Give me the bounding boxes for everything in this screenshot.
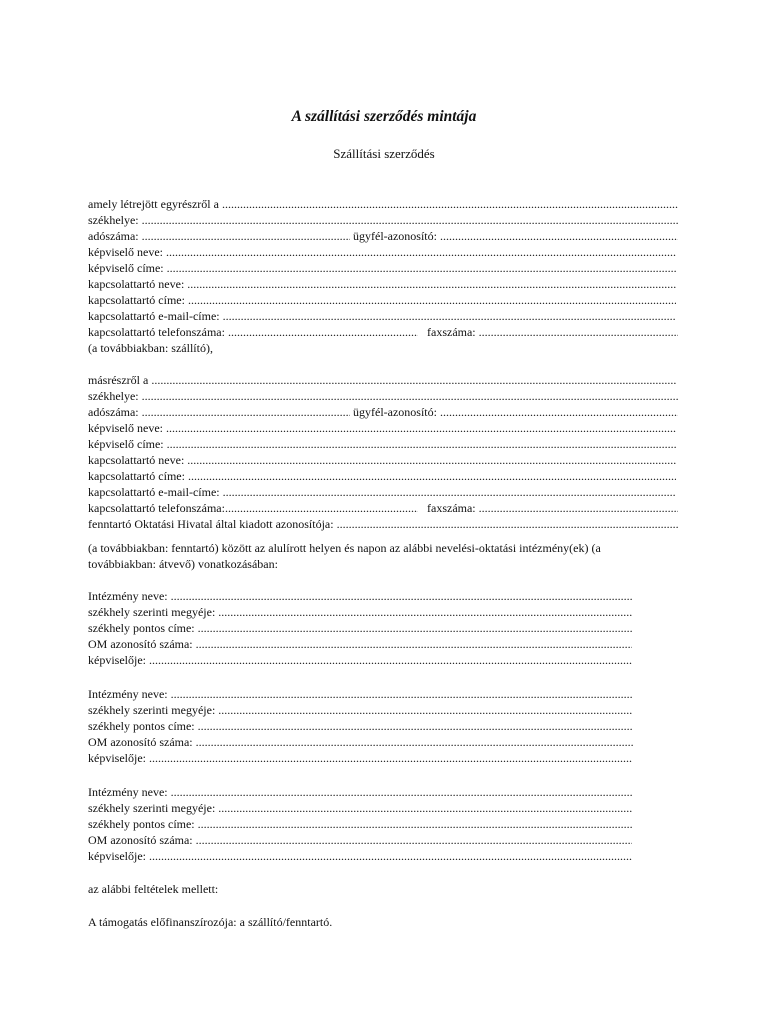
party1-client-id-label: ügyfél-azonosító: — [353, 229, 437, 243]
party1-seat-label: székhelye: — [88, 213, 139, 227]
institution1-address-label: székhely pontos címe: — [88, 621, 195, 635]
party2-contact-phone-label: kapcsolattartó telefonszáma: — [88, 501, 225, 515]
page-title: A szállítási szerződés mintája — [291, 108, 477, 125]
institution3-rep-label: képviselője: — [88, 849, 146, 863]
party2-seat-label: székhelye: — [88, 389, 139, 403]
party1-contact-phone-line — [88, 324, 678, 340]
institution1-county-label: székhely szerinti megyéje: — [88, 605, 216, 619]
party1-contact-email-line — [88, 308, 676, 324]
party2-oh-id-label: fenntartó Oktatási Hivatal által kiadott azonosítója: — [88, 517, 334, 531]
party2-contact-email-label: kapcsolattartó e-mail-címe: — [88, 485, 220, 499]
institution2-om-line — [88, 734, 634, 750]
institution1-om-line — [88, 636, 632, 652]
institution2-address-line — [88, 718, 632, 734]
party2-seat-line — [88, 388, 678, 404]
institution3-name-label: Intézmény neve: — [88, 785, 168, 799]
institution1-rep-label: képviselője: — [88, 653, 146, 667]
page-subtitle: Szállítási szerződés — [333, 146, 435, 161]
party1-tax-line — [88, 228, 678, 244]
party1-rep-addr-label: képviselő címe: — [88, 261, 164, 275]
party1-intro-line — [88, 196, 678, 212]
party2-fax-label: faxszáma: — [427, 501, 476, 515]
party2-intro: másrészről a — [88, 373, 149, 387]
party1-seat-line — [88, 212, 678, 228]
institution3-om-label: OM azonosító száma: — [88, 833, 193, 847]
party1-rep-addr-line — [88, 260, 676, 276]
party2-rep-addr-line — [88, 436, 676, 452]
party1-closing: (a továbbiakban: szállító), — [88, 341, 213, 355]
institution2-rep-line — [88, 750, 632, 766]
party2-intro-line — [88, 372, 676, 388]
party2-rep-name-label: képviselő neve: — [88, 421, 163, 435]
party1-rep-name-line — [88, 244, 676, 260]
party1-fax-label: faxszáma: — [427, 325, 476, 339]
institution2-county-label: székhely szerinti megyéje: — [88, 703, 216, 717]
prefinance-text: A támogatás előfinanszírozója: a szállító/fenntartó. — [88, 915, 333, 929]
institution1-address-line — [88, 620, 632, 636]
party2-contact-phone-line — [88, 500, 678, 516]
institution2-address-label: székhely pontos címe: — [88, 719, 195, 733]
party1-contact-phone-label: kapcsolattartó telefonszáma: — [88, 325, 225, 339]
party2-contact-email-line — [88, 484, 676, 500]
institution2-county-line — [88, 702, 632, 718]
party2-contact-name-label: kapcsolattartó neve: — [88, 453, 185, 467]
party2-client-id-label: ügyfél-azonosító: — [353, 405, 437, 419]
institution1-rep-line — [88, 652, 632, 668]
party2-rep-name-line — [88, 420, 676, 436]
party2-tax-label: adószáma: — [88, 405, 139, 419]
institution1-county-line — [88, 604, 632, 620]
party2-oh-id-line — [88, 516, 678, 532]
party1-contact-name-line — [88, 276, 676, 292]
party1-rep-name-label: képviselő neve: — [88, 245, 163, 259]
party1-tax-label: adószáma: — [88, 229, 139, 243]
party2-contact-addr-label: kapcsolattartó címe: — [88, 469, 185, 483]
institution1-name-line — [88, 588, 632, 604]
institution3-county-label: székhely szerinti megyéje: — [88, 801, 216, 815]
party1-intro: amely létrejött egyrészről a — [88, 197, 219, 211]
party2-contact-name-line — [88, 452, 676, 468]
party2-closing-line2: továbbiakban: átvevő) vonatkozásában: — [88, 557, 278, 571]
institution3-county-line — [88, 800, 632, 816]
institution3-address-label: székhely pontos címe: — [88, 817, 195, 831]
party1-contact-addr-label: kapcsolattartó címe: — [88, 293, 185, 307]
party1-contact-name-label: kapcsolattartó neve: — [88, 277, 185, 291]
party2-tax-line — [88, 404, 678, 420]
party2-rep-addr-label: képviselő címe: — [88, 437, 164, 451]
party1-contact-email-label: kapcsolattartó e-mail-címe: — [88, 309, 220, 323]
institution2-name-label: Intézmény neve: — [88, 687, 168, 701]
party1-contact-addr-line — [88, 292, 676, 308]
institution3-name-line — [88, 784, 632, 800]
conditions-text: az alábbi feltételek mellett: — [88, 882, 219, 896]
institution3-rep-line — [88, 848, 632, 864]
institution2-om-label: OM azonosító száma: — [88, 735, 193, 749]
institution2-name-line — [88, 686, 632, 702]
institution3-om-line — [88, 832, 632, 848]
institution1-name-label: Intézmény neve: — [88, 589, 168, 603]
institution3-address-line — [88, 816, 632, 832]
party2-contact-addr-line — [88, 468, 676, 484]
institution1-om-label: OM azonosító száma: — [88, 637, 193, 651]
party2-closing-line1: (a továbbiakban: fenntartó) között az alulírott helyen és napon az alábbi nevelési-oktatási intézmény(ek) (a — [88, 541, 601, 555]
institution2-rep-label: képviselője: — [88, 751, 146, 765]
